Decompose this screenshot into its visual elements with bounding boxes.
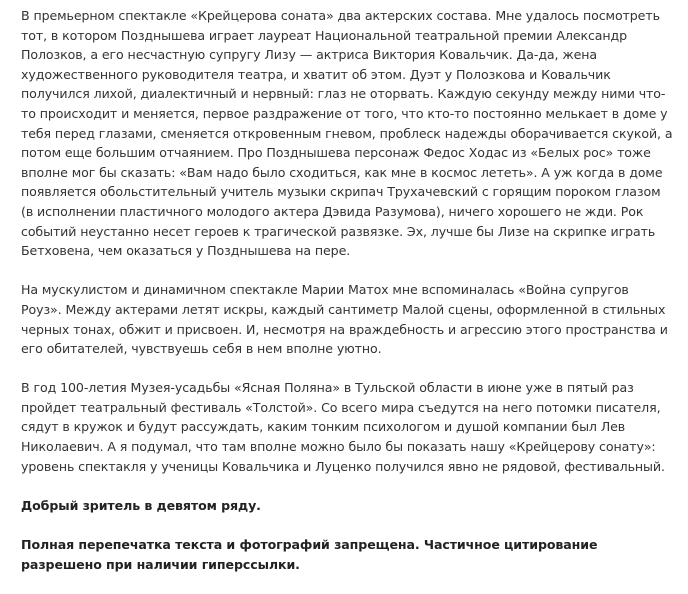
paragraph-3: В год 100-летия Музея-усадьбы «Ясная Поляна» в Тульской области в июне уже в пятый раз пройдет театральный фестиваль «Толстой». Со всего мира съедутся на него потомки писателя, сядут в кружок и будут рассуждать, каким тонким психологом и душой компании был Лев Николаевич. А я подумал, что там вполне можно было бы показать нашу «Крейцерову сонату»: уровень спектакля у ученицы Ковальчика и Луценко получился явно не рядовой, фестивальный. <box>21 380 665 474</box>
paragraph-2: На мускулистом и динамичном спектакле Марии Матох мне вспоминалась «Война супругов Роуз». Между актерами летят искры, каждый сантиметр Малой сцены, оформленной в стильных черных тонах, обжит и присвоен. И, несмотря на враждебность и агрессию этого пространства и его обитателей, чувствуешь себя в нем вполне уютно. <box>21 282 668 357</box>
author-signature: Добрый зритель в девятом ряду. <box>21 497 261 513</box>
paragraph-1: В премьерном спектакле «Крейцерова соната» два актерских состава. Мне удалось посмотреть тот, в котором Позднышева играет лауреат Национальной театральной премии Александр Полозков, а его несчастную супругу Лизу — актриса Виктория Ковальчик. Да-да, жена художественного руководителя театра, и хватит об этом. Дуэт у Полозкова и Ковальчик получился лихой, диалектичный и нервный: глаз не оторвать. Каждую секунду между ними что-то происходит и меняется, первое раздражение от того, что кто-то постоянно мелькает в доме у тебя перед глазами, сменяется откровенным гневом, проблеск надежды оборачивается скукой, а потом еще большим отчаянием. Про Позднышева персонаж Федос Ходас из «Белых рос» тоже вполне мог бы сказать: «Вам надо было сходиться, как мне в космос лететь». А уж когда в доме появляется обольстительный учитель музыки скрипач Трухачевский с горящим пороком глазом (в исполнении пластичного молодого актера Дэвида Разумова), ничего хорошего не жди. Рок событий неустанно несет героев к трагической развязке. Эх, лучше бы Лизе на скрипке играть Бетховена, чем оказаться у Позднышева на пере. <box>21 8 673 259</box>
copyright-notice: Полная перепечатка текста и фотографий запрещена. Частичное цитирование разрешено при наличии гиперссылки. <box>21 537 598 572</box>
article-body <box>21 6 673 594</box>
